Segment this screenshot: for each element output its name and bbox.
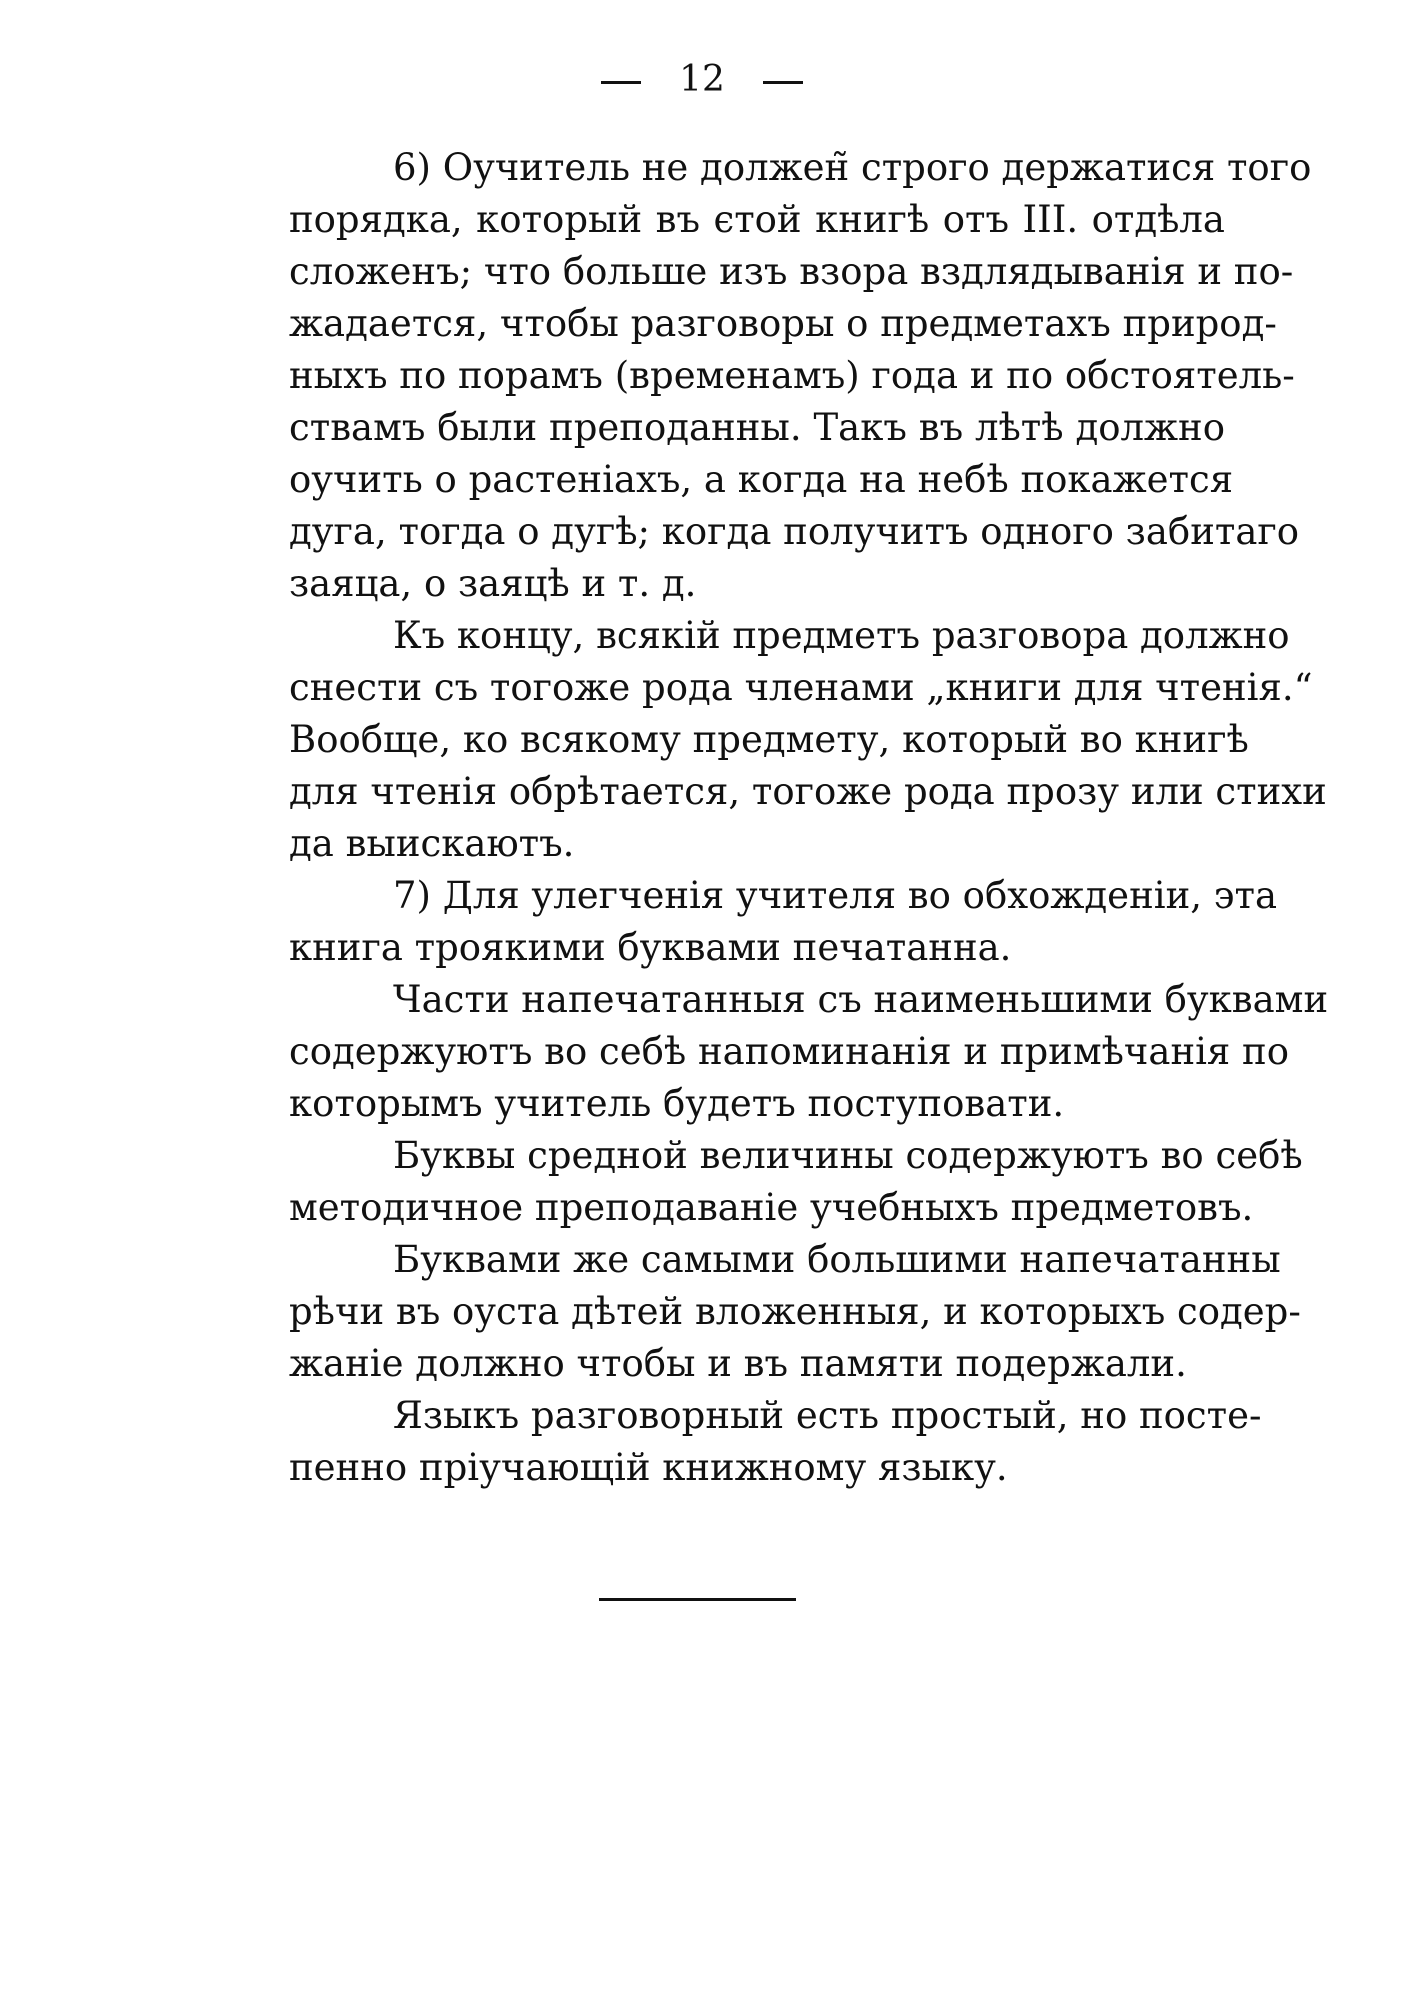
text-line: Буквы средной величины содержуютъ во себѣ <box>393 1134 1303 1177</box>
text-line: да выискаютъ. <box>289 822 575 865</box>
page-body <box>185 142 1329 1494</box>
header-dash-left <box>601 81 641 84</box>
text-line: Вообще, ко всякому предмету, который во книгѣ <box>289 718 1249 761</box>
text-line: методичное преподаваніе учебныхъ предметовъ. <box>289 1186 1254 1229</box>
text-line: ствамъ были преподанны. Такъ въ лѣтѣ должно <box>289 406 1225 449</box>
text-line: пенно пріучающій книжному языку. <box>289 1446 1008 1489</box>
end-rule <box>599 1598 796 1601</box>
page-number: 12 <box>679 59 725 100</box>
paragraph-7 <box>185 870 1278 974</box>
text-line: снести съ тогоже рода членами „книги для чтенія.“ <box>289 666 1313 709</box>
paragraph-language <box>185 1390 1262 1494</box>
text-line: заяца, о заяцѣ и т. д. <box>289 562 697 605</box>
text-line: Къ концу, всякій предметъ разговора должно <box>393 614 1290 657</box>
page-header <box>0 58 1404 102</box>
text-line: порядка, который въ єтой книгѣ отъ III. отдѣла <box>289 198 1225 241</box>
paragraph-subject-conclusion <box>185 610 1327 870</box>
text-line: рѣчи въ оуста дѣтей вложенныя, и которыхъ содер- <box>289 1290 1301 1333</box>
paragraph-large-letters <box>185 1234 1301 1390</box>
text-line: содержуютъ во себѣ напоминанія и примѣчанія по <box>289 1030 1289 1073</box>
header-dash-right <box>763 81 803 84</box>
text-line: для чтенія обрѣтается, тогоже рода прозу или стихи <box>289 770 1327 813</box>
text-line: жадается, чтобы разговоры о предметахъ природ- <box>289 302 1277 345</box>
text-line: Языкъ разговорный есть простый, но посте- <box>393 1394 1262 1437</box>
text-line: книга троякими буквами печатанна. <box>289 926 1012 969</box>
text-line: жаніе должно чтобы и въ памяти подержали. <box>289 1342 1187 1385</box>
text-line: сложенъ; что больше изъ взора вздлядыванія и по- <box>289 250 1294 293</box>
text-line: Части напечатанныя съ наименьшими буквами <box>393 978 1329 1021</box>
text-line: оучить о растеніахъ, а когда на небѣ покажется <box>289 458 1234 501</box>
text-line: ныхъ по порамъ (временамъ) года и по обстоятель- <box>289 354 1295 397</box>
paragraph-medium-letters <box>185 1130 1303 1234</box>
paragraph-6 <box>185 142 1312 610</box>
text-line: которымъ учитель будетъ поступовати. <box>289 1082 1065 1125</box>
text-line: дуга, тогда о дугѣ; когда получитъ одного забитаго <box>289 510 1300 553</box>
text-line: 6) Оучитель не должен̃ строго держатися того <box>393 146 1312 189</box>
paragraph-small-letters <box>185 974 1329 1130</box>
text-line: Буквами же самыми большими напечатанны <box>393 1238 1281 1281</box>
text-line: 7) Для улегченія учителя во обхожденіи, эта <box>393 874 1278 917</box>
